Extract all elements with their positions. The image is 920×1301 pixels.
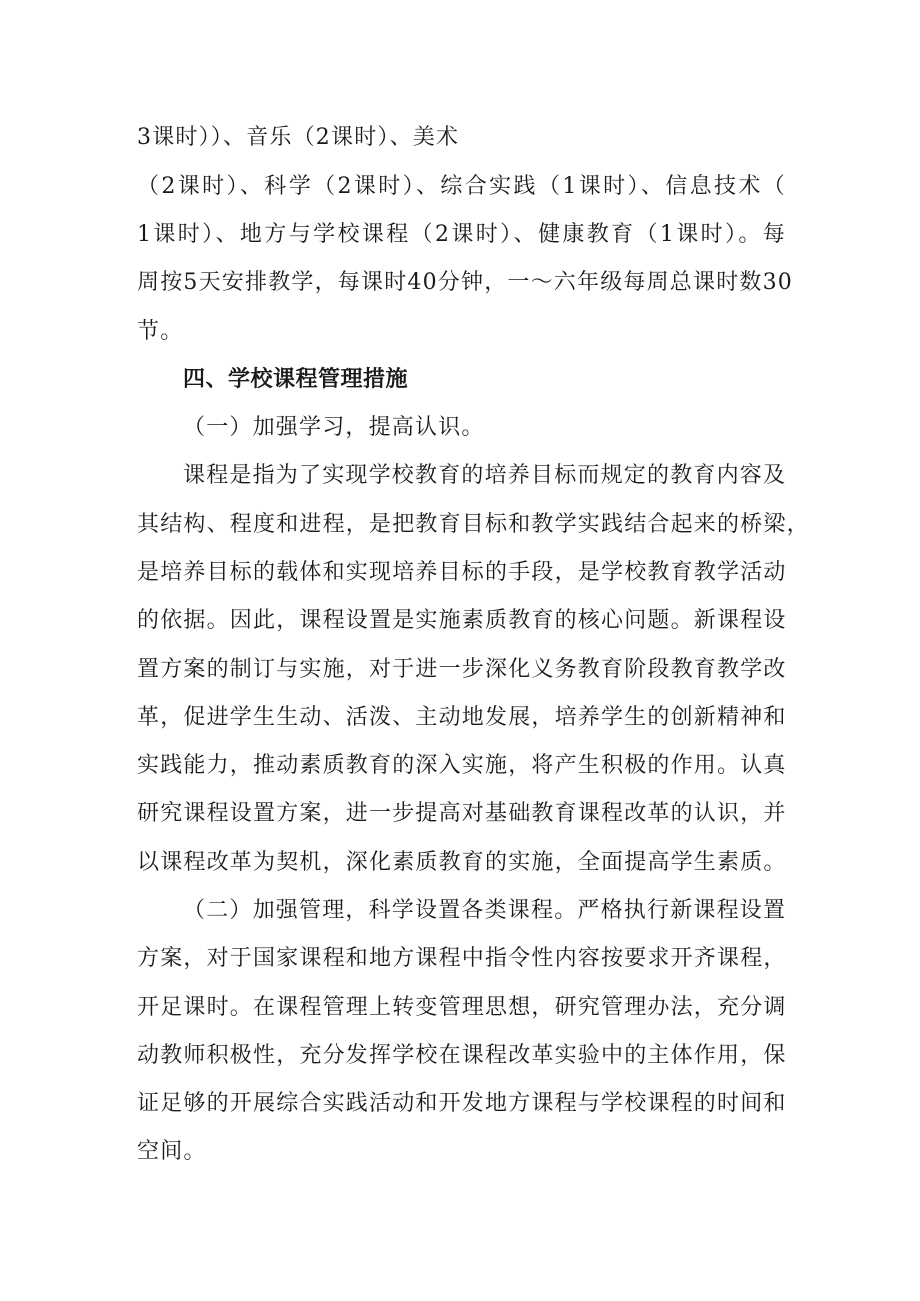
paragraph-line: 课程是指为了实现学校教育的培养目标而规定的教育内容及 — [183, 463, 787, 488]
text-line: （2课时）、科学（2课时）、综合实践（1课时）、信息技术（ — [137, 174, 786, 199]
paragraph-line: 研究课程设置方案，进一步提高对基础教育课程改革的认识，并 — [137, 801, 787, 826]
paragraph-line: 其结构、程度和进程，是把教育目标和教学实践结合起来的桥梁， — [137, 512, 810, 537]
paragraph-line: 以课程改革为契机，深化素质教育的实施，全面提高学生素质。 — [137, 850, 787, 875]
text-line: 节。 — [137, 319, 184, 344]
section-heading: 四、学校课程管理措施 — [183, 367, 409, 392]
paragraph-line: 开足课时。在课程管理上转变管理思想，研究管理办法，充分调 — [137, 995, 787, 1020]
subsection-heading: （一）加强学习，提高认识。 — [183, 415, 485, 440]
paragraph-line: 是培养目标的载体和实现培养目标的手段，是学校教育教学活动 — [137, 560, 787, 585]
paragraph-line: 革，促进学生生动、活泼、主动地发展，培养学生的创新精神和 — [137, 705, 787, 730]
paragraph-line: 实践能力，推动素质教育的深入实施，将产生积极的作用。认真 — [137, 753, 787, 778]
text-line: 周按5天安排教学，每课时40分钟，一～六年级每周总课时数30 — [137, 270, 793, 295]
paragraph-line: 的依据。因此，课程设置是实施素质教育的核心问题。新课程设 — [137, 608, 787, 633]
paragraph-line: 空间。 — [137, 1139, 207, 1164]
text-line: 3课时））、音乐（2课时）、美术 — [137, 125, 460, 150]
paragraph-line: 证足够的开展综合实践活动和开发地方课程与学校课程的时间和 — [137, 1091, 787, 1116]
paragraph-line: 动教师积极性，充分发挥学校在课程改革实验中的主体作用，保 — [137, 1043, 787, 1068]
paragraph-line: 置方案的制订与实施，对于进一步深化义务教育阶段教育教学改 — [137, 657, 787, 682]
paragraph-line: 方案，对于国家课程和地方课程中指令性内容按要求开齐课程， — [137, 946, 787, 971]
text-line: 1课时）、地方与学校课程（2课时）、健康教育（1课时）。每 — [137, 222, 786, 247]
paragraph-line: （二）加强管理，科学设置各类课程。严格执行新课程设置 — [183, 898, 787, 923]
